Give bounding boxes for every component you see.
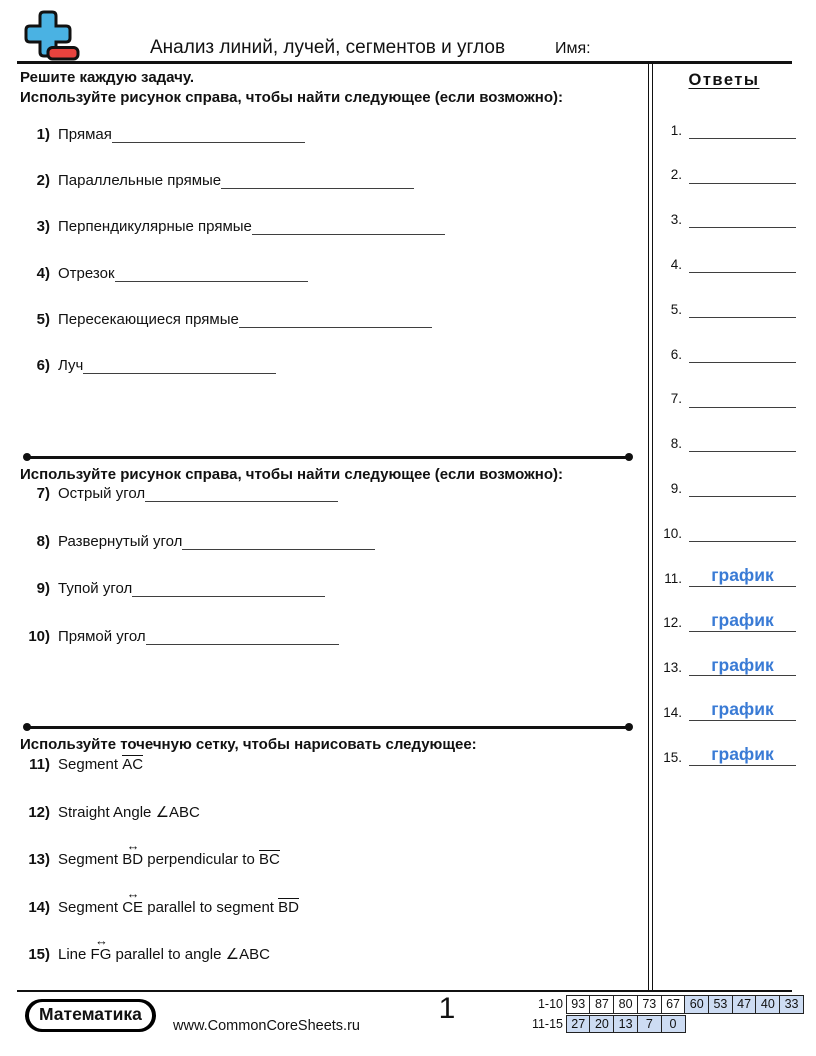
- question-list-3: [20, 755, 638, 993]
- question-number: 9): [36, 580, 50, 598]
- page-number: 1: [438, 992, 456, 1025]
- notation-overline: BD: [278, 898, 299, 916]
- question-13: [20, 838, 638, 898]
- question-text-part: Segment: [58, 898, 123, 916]
- answer-slot-2: [652, 139, 796, 184]
- website-url: www.CommonCoreSheets.ru: [173, 1018, 360, 1034]
- question-answer-blank[interactable]: [182, 534, 375, 550]
- question-text: [58, 218, 445, 235]
- answer-line[interactable]: [689, 134, 796, 139]
- question-answer-blank[interactable]: [145, 486, 338, 502]
- answer-line[interactable]: [689, 745, 796, 766]
- question-list-1: [20, 126, 638, 404]
- question-text: [58, 533, 375, 550]
- section-2: [20, 465, 638, 676]
- question-label: Пересекающиеся прямые: [58, 311, 239, 329]
- answer-slot-9: [652, 452, 796, 497]
- question-9: [20, 580, 638, 628]
- answer-number: 12.: [663, 615, 682, 631]
- grading-score-cell: 73: [637, 995, 662, 1014]
- question-text: [58, 265, 308, 282]
- plus-minus-logo-icon: [18, 10, 80, 62]
- grading-score-cell: 60: [684, 995, 709, 1014]
- question-label: Прямая: [58, 125, 112, 143]
- question-12: [20, 803, 638, 851]
- answer-slot-15: [652, 721, 796, 766]
- grading-score-cell: 53: [708, 995, 733, 1014]
- notation-overline: AC: [122, 756, 144, 774]
- answers-column: [652, 63, 796, 992]
- section-1: [20, 68, 638, 404]
- footer: [17, 990, 799, 1056]
- instruction-line: Используйте рисунок справа, чтобы найти следующее (если возможно):: [20, 89, 563, 107]
- answer-line[interactable]: [689, 223, 796, 228]
- grading-score-cell: 67: [661, 995, 686, 1014]
- grading-score-cell: 87: [589, 995, 614, 1014]
- question-number: 15): [28, 946, 50, 964]
- question-label: Тупой угол: [58, 580, 133, 598]
- question-answer-blank[interactable]: [115, 266, 308, 282]
- question-text: [58, 485, 338, 502]
- question-11: [20, 755, 638, 803]
- question-answer-blank[interactable]: [132, 581, 325, 597]
- grading-row: [525, 995, 804, 1014]
- question-answer-blank[interactable]: [146, 629, 339, 645]
- question-label: Параллельные прямые: [58, 171, 222, 189]
- answer-number: 7.: [670, 391, 682, 407]
- question-answer-blank[interactable]: [112, 127, 305, 143]
- question-text: [58, 357, 276, 374]
- question-answer-blank[interactable]: [83, 358, 276, 374]
- grading-score-cell: 27: [566, 1015, 591, 1034]
- math-brand-badge: [25, 999, 156, 1032]
- answer-number: 4.: [670, 257, 682, 272]
- answer-number: 11.: [664, 570, 682, 586]
- grading-score-cell: 93: [566, 995, 591, 1014]
- question-text: [58, 933, 270, 964]
- graph-answer-label: график: [711, 744, 774, 765]
- question-answer-blank[interactable]: [239, 312, 432, 328]
- instruction-line: Используйте рисунок справа, чтобы найти следующее (если возможно):: [20, 466, 563, 483]
- instruction-line: Решите каждую задачу.: [20, 69, 195, 86]
- question-number: 4): [36, 264, 50, 282]
- grading-score-cell: 33: [779, 995, 804, 1014]
- graph-answer-label: график: [711, 699, 774, 720]
- question-number: 12): [28, 803, 50, 821]
- question-number: 10): [28, 628, 50, 646]
- grading-score-cell: 0: [661, 1015, 686, 1034]
- double-arrow-icon: ↔: [126, 885, 139, 901]
- question-label: Отрезок: [58, 264, 115, 282]
- name-label: Имя:: [555, 40, 591, 57]
- question-text: [58, 838, 280, 869]
- answer-number: 15.: [663, 749, 682, 765]
- question-text-part: Segment: [58, 851, 123, 869]
- question-label: Прямой угол: [58, 628, 146, 646]
- answer-line[interactable]: [689, 537, 796, 542]
- question-text: [58, 628, 339, 645]
- question-text: [58, 580, 325, 597]
- question-number: 7): [36, 485, 50, 503]
- answer-slot-1: [652, 94, 796, 139]
- question-list-2: [20, 485, 638, 675]
- question-7: [20, 485, 638, 533]
- answer-slot-11: [652, 542, 796, 587]
- question-text-part: parallel to segment: [143, 898, 279, 916]
- question-text: [58, 803, 200, 821]
- question-label: Острый угол: [58, 485, 146, 503]
- notation-arrow: ↔ FG: [90, 933, 112, 964]
- answer-number: 6.: [670, 346, 682, 362]
- question-label: Луч: [58, 357, 84, 375]
- double-arrow-icon: ↔: [126, 838, 139, 854]
- answer-number: 9.: [670, 480, 682, 496]
- question-text: [58, 885, 299, 916]
- answer-line[interactable]: [689, 566, 796, 587]
- question-number: 13): [28, 851, 50, 869]
- question-5: [20, 311, 638, 357]
- answer-line[interactable]: [689, 492, 796, 497]
- notation-arrow: ↔ BD: [122, 838, 144, 869]
- question-text-part: Segment: [58, 756, 123, 774]
- section-divider: [25, 726, 631, 729]
- grading-score-cell: 80: [613, 995, 638, 1014]
- grading-score-cell: 40: [755, 995, 780, 1014]
- grading-score-cell: 7: [637, 1015, 662, 1034]
- question-2: [20, 172, 638, 218]
- answer-number: 2.: [670, 167, 682, 183]
- question-10: [20, 628, 638, 676]
- answer-slot-5: [652, 273, 796, 318]
- math-brand-label: Математика: [29, 1002, 152, 1029]
- question-text-part: Straight Angle ∠ABC: [58, 803, 200, 821]
- answer-slot-12: [652, 587, 796, 632]
- answer-number: 5.: [670, 301, 682, 317]
- answer-slot-8: [652, 408, 796, 453]
- section-divider: [25, 456, 631, 459]
- graph-answer-label: график: [711, 564, 774, 585]
- answer-slot-6: [652, 318, 796, 363]
- section-3: [20, 735, 638, 993]
- grading-score-cell: 20: [589, 1015, 614, 1034]
- notation-arrow: ↔ CE: [122, 885, 144, 916]
- graph-answer-label: график: [711, 654, 774, 675]
- answer-slot-7: [652, 363, 796, 408]
- answer-line[interactable]: [689, 358, 796, 363]
- question-15: [20, 933, 638, 993]
- question-number: 6): [36, 357, 50, 375]
- instruction-line: Используйте точечную сетку, чтобы нарисовать следующее:: [20, 736, 477, 753]
- question-4: [20, 265, 638, 311]
- question-8: [20, 533, 638, 581]
- answer-slot-3: [652, 184, 796, 229]
- answer-number: 14.: [663, 704, 682, 720]
- grading-row: [525, 1015, 804, 1034]
- answer-number: 13.: [663, 660, 682, 676]
- question-3: [20, 218, 638, 264]
- question-label: Перпендикулярные прямые: [58, 218, 252, 236]
- question-text-part: perpendicular to: [143, 851, 259, 869]
- answer-line[interactable]: [689, 700, 796, 721]
- question-label: Развернутый угол: [58, 532, 183, 550]
- grading-range-label: 1-10: [537, 997, 563, 1012]
- question-text: [58, 755, 143, 773]
- question-14: [20, 885, 638, 946]
- answers-title: Ответы: [688, 71, 760, 89]
- grading-table: [525, 995, 804, 1034]
- question-number: 5): [36, 311, 50, 329]
- answer-number: 1.: [670, 122, 682, 138]
- answer-slot-4: [652, 228, 796, 273]
- question-text: [58, 172, 414, 189]
- double-arrow-icon: ↔: [94, 933, 107, 949]
- question-number: 11): [29, 756, 50, 774]
- grading-score-cell: 13: [613, 1015, 638, 1034]
- answer-line[interactable]: [689, 656, 796, 677]
- question-text-part: parallel to angle ∠ABC: [111, 946, 270, 964]
- question-number: 1): [36, 125, 50, 143]
- answer-number: 8.: [670, 436, 682, 452]
- question-text-part: Line: [58, 946, 91, 964]
- question-1: [20, 126, 638, 172]
- question-number: 14): [28, 898, 50, 916]
- answer-line[interactable]: [689, 611, 796, 632]
- question-answer-blank[interactable]: [252, 219, 445, 235]
- answer-slot-13: [652, 632, 796, 677]
- question-text: [58, 311, 432, 328]
- question-number: 3): [36, 218, 50, 236]
- answer-line[interactable]: [689, 447, 796, 452]
- notation-overline: BC: [258, 851, 280, 869]
- answer-slot-14: [652, 676, 796, 721]
- answer-line[interactable]: [689, 403, 796, 408]
- question-answer-blank[interactable]: [221, 173, 414, 189]
- answers-list: [652, 94, 796, 766]
- answer-line[interactable]: [689, 179, 796, 184]
- graph-answer-label: график: [711, 609, 774, 630]
- question-6: [20, 357, 638, 403]
- answer-line[interactable]: [689, 313, 796, 318]
- answer-line[interactable]: [689, 268, 796, 273]
- answer-slot-10: [652, 497, 796, 542]
- grading-score-cell: 47: [732, 995, 757, 1014]
- question-number: 8): [36, 532, 50, 550]
- question-text: [58, 126, 305, 143]
- answer-number: 3.: [670, 212, 682, 228]
- worksheet-title: Анализ линий, лучей, сегментов и углов: [150, 37, 506, 58]
- question-number: 2): [36, 171, 50, 189]
- answer-number: 10.: [663, 525, 682, 541]
- grading-range-label: 11-15: [531, 1016, 563, 1031]
